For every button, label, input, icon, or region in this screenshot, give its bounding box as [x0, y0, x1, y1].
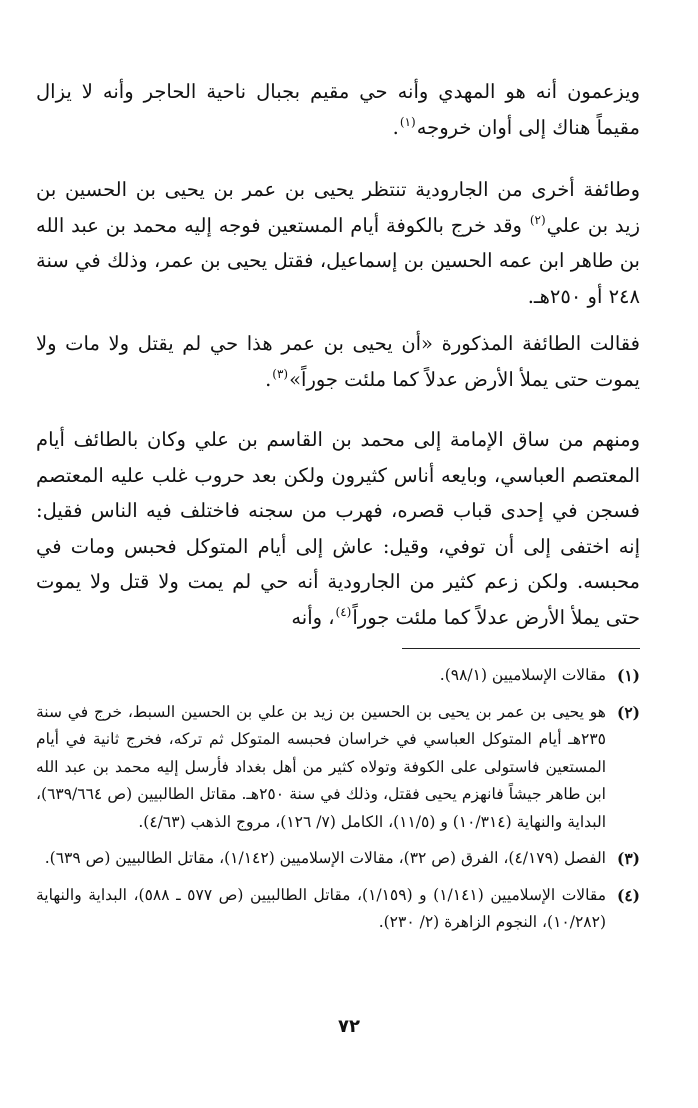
footnote-number: (٤)	[616, 885, 640, 905]
paragraph-text: ، وأنه	[291, 605, 335, 629]
paragraph-text: فقالت الطائفة المذكورة «أن يحيى بن عمر هذا حي لم يقتل ولا مات ولا يموت حتى يملأ الأرض عدلاً كما ملئت جوراً»	[36, 332, 640, 391]
footnote-number: (١)	[616, 666, 640, 685]
paragraph-text: .	[265, 367, 272, 391]
footnote-number: (٣)	[616, 849, 640, 868]
footnote-3	[36, 845, 640, 873]
paragraph-text: .	[392, 115, 399, 139]
footnote-text: مقالات الإسلاميين (٩٨/١).	[439, 666, 606, 684]
footnote-number: (٢)	[616, 702, 640, 722]
footnote-ref-4: (٤)	[335, 604, 352, 619]
paragraph-text: وطائفة أخرى من الجارودية تنتظر يحيى بن عمر بن يحيى بن الحسين بن زيد بن علي	[36, 178, 640, 237]
paragraph-4	[36, 422, 640, 635]
footnote-separator	[402, 648, 640, 649]
paragraph-3	[36, 326, 640, 397]
footnote-text: مقالات الإسلاميين (١/١٤١) و (١/١٥٩)، مقاتل الطالبيين (ص ٥٧٧ ـ ٥٨٨)، البداية والنهاية (١٠/٢٨٢)، النجوم الزاهرة (٢/ ٢٣٠).	[36, 885, 607, 931]
paragraph-1	[36, 74, 640, 145]
page-number: ٧٢	[338, 1016, 360, 1037]
book-page	[36, 64, 640, 1094]
footnote-ref-3: (٣)	[272, 366, 289, 381]
footnote-4	[36, 882, 640, 937]
footnotes	[36, 662, 640, 946]
footnote-text: الفصل (٤/١٧٩)، الفرق (ص ٣٢)، مقالات الإسلاميين (١/١٤٢)، مقاتل الطالبيين (ص ٦٣٩).	[44, 849, 606, 867]
footnote-2	[36, 699, 640, 837]
footnote-ref-1: (١)	[399, 114, 416, 129]
paragraph-2	[36, 172, 640, 314]
footnote-1	[36, 662, 640, 690]
paragraph-text: ويزعمون أنه هو المهدي وأنه حي مقيم بجبال ناحية الحاجر وأنه لا يزال مقيماً هناك إلى أوان خروجه	[36, 80, 640, 139]
paragraph-text: وقد خرج بالكوفة أيام المستعين فوجه إليه محمد بن عبد الله بن طاهر ابن عمه الحسين بن إسماعيل، فقتل يحيى بن عمر، وذلك في سنة ٢٤٨ أو ٢٥٠هـ.	[36, 213, 640, 308]
footnote-text: هو يحيى بن عمر بن يحيى بن الحسين بن زيد بن علي بن الحسين السبط، خرج في سنة ٢٣٥هـ أيام المتوكل العباسي في خراسان فحبسه المتوكل ثم تركه، فخرج ثانية في أيام المستعين فاستولى على الكوفة وتولاه كثير من أهل بغداد فأرسل إليه محمد بن عبد الله ابن طاهر جيشاً فانهزم يحيى فقتل، وذلك في سنة ٢٥٠هـ. مقاتل الطالبيين (ص ٦٣٩/٦٦٤)، البداية والنهاية (١٠/٣١٤) و (١١/٥)، الكامل (٧/ ١٢٦)، مروج الذهب (٤/٦٣).	[36, 702, 606, 831]
paragraph-text: ومنهم من ساق الإمامة إلى محمد بن القاسم بن علي وكان بالطائف أيام المعتصم العباسي، وبايعه أناس كثيرون ولكن بعد حروب غلب عليه المعتصم فسجن في إحدى قباب قصره، فهرب من سجنه فاختلف فيه الناس فقيل: إنه اختفى إلى أن توفي، وقيل: عاش إلى أيام المتوكل فحبس ومات في محبسه. ولكن زعم كثير من الجارودية أنه حي لم يمت ولا قتل ولا يموت حتى يملأ الأرض عدلاً كما ملئت جوراً	[36, 428, 640, 629]
footnote-ref-2: (٢)	[529, 212, 546, 227]
